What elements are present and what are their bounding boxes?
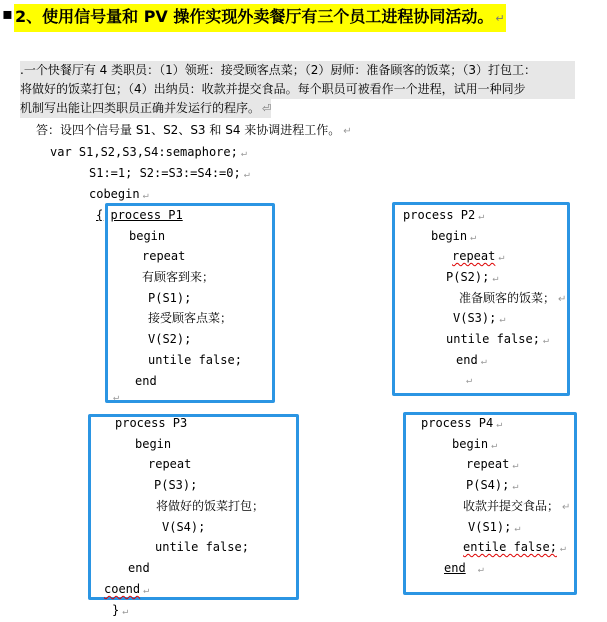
p2-begin	[431, 226, 476, 248]
paragraph-mark: ↵	[240, 148, 247, 159]
p4-repeat	[466, 454, 518, 476]
paragraph-mark: ↵	[492, 273, 499, 284]
p4-line-2	[463, 496, 570, 518]
paragraph-mark: ↵	[480, 356, 487, 367]
p1-header	[96, 205, 183, 225]
p2-until-text: untile false;	[446, 332, 540, 346]
paragraph-mark: ↵	[498, 252, 505, 263]
paragraph-mark: ↵	[559, 543, 566, 554]
p4-line-1	[466, 475, 518, 497]
p4-end	[444, 558, 484, 580]
closing-brace-text: }	[112, 603, 120, 617]
heading-bullet: ▪	[2, 4, 13, 23]
p2-end-text: end	[456, 353, 478, 367]
cobegin-text: cobegin	[89, 187, 140, 201]
p4-begin	[452, 434, 497, 456]
p4-header-text: process P4	[421, 416, 494, 430]
paragraph-mark: ↵	[113, 392, 120, 403]
p1-begin: begin	[129, 229, 166, 243]
p4-until-text: entile false;	[463, 540, 557, 554]
paragraph-mark: ↵	[466, 375, 473, 386]
p3-repeat: repeat	[148, 457, 192, 471]
p1-line-2: P(S1);	[148, 291, 192, 305]
paragraph-mark: ↵	[495, 12, 505, 25]
coend-keyword	[104, 579, 149, 601]
paragraph-mark: ↵	[477, 564, 484, 575]
heading-title-text: 2、使用信号量和 PV 操作实现外卖餐厅有三个员工进程协同活动。	[15, 7, 494, 26]
p1-repeat: repeat	[142, 249, 186, 263]
paragraph-mark: ↵	[143, 585, 150, 596]
p4-line-1-text: P(S4);	[466, 478, 510, 492]
closing-brace	[112, 600, 128, 622]
p3-line-3: V(S4);	[162, 520, 206, 534]
paragraph-mark: ↵	[499, 314, 506, 325]
paragraph-mark: ↵	[478, 211, 485, 222]
p2-repeat-text: repeat	[452, 249, 496, 263]
p3-header: process P3	[115, 416, 188, 430]
p4-line-2-text: 收款并提交食品；	[463, 499, 560, 513]
p1-line-3: 接受顾客点菜；	[148, 311, 233, 325]
p2-end	[456, 350, 487, 372]
p4-until	[463, 537, 566, 559]
paragraph-mark: ↵	[558, 294, 567, 305]
question-line-3	[20, 99, 271, 118]
coend-text: coend	[104, 582, 141, 596]
p3-begin: begin	[135, 437, 172, 451]
paragraph-mark: ↵	[343, 126, 352, 137]
p1-line-1: 有顾客到来；	[142, 270, 215, 284]
p1-brace: {	[96, 208, 104, 222]
p1-header-text: process P1	[110, 208, 183, 222]
question-line-1: .一个快餐厅有 4 类职员：（1）领班：接受顾客点菜；（2）厨师：准备顾客的饭菜；（3）打包工：	[20, 61, 575, 80]
p3-line-1: P(S3);	[154, 478, 198, 492]
paragraph-mark: ↵	[514, 523, 521, 534]
p4-begin-text: begin	[452, 437, 489, 451]
heading-title	[14, 4, 506, 32]
p4-repeat-text: repeat	[466, 457, 510, 471]
paragraph-mark: ↵	[562, 502, 571, 513]
paragraph-mark: ↵	[496, 419, 503, 430]
p4-header	[421, 413, 502, 435]
p2-line-3	[453, 308, 505, 330]
p3-until: untile false;	[155, 540, 249, 554]
paragraph-mark: ↵	[122, 606, 129, 617]
question-line-3-text: 机制写出能让四类职员正确并发运行的程序。	[20, 101, 261, 115]
p1-line-4: V(S2);	[148, 332, 192, 346]
p2-header	[403, 205, 484, 227]
semaphore-init-text: S1:=1; S2:=S3:=S4:=0;	[89, 166, 241, 180]
p1-until: untile false;	[148, 353, 242, 367]
p2-line-3-text: V(S3);	[453, 311, 497, 325]
p2-header-text: process P2	[403, 208, 476, 222]
answer-intro	[36, 121, 352, 141]
paragraph-mark: ↵	[512, 481, 519, 492]
paragraph-mark: ↵	[142, 190, 149, 201]
p4-end-text: end	[444, 561, 466, 575]
p1-end: end	[135, 374, 157, 388]
p2-line-1	[446, 267, 498, 289]
answer-intro-text: 答：设四个信号量 S1、S2、S3 和 S4 来协调进程工作。	[36, 123, 341, 137]
paragraph-mark: ⏎	[262, 102, 272, 115]
p2-line-2	[459, 288, 566, 310]
p2-line-1-text: P(S2);	[446, 270, 490, 284]
paragraph-mark: ↵	[470, 232, 477, 243]
var-declaration	[50, 142, 247, 164]
p4-line-3-text: V(S1);	[468, 520, 512, 534]
p2-repeat	[452, 246, 504, 268]
p2-until	[446, 329, 549, 351]
p3-end: end	[128, 561, 150, 575]
paragraph-mark: ↵	[512, 460, 519, 471]
p4-line-3	[468, 517, 520, 539]
paragraph-mark: ↵	[542, 335, 549, 346]
semaphore-init	[89, 163, 250, 185]
p2-begin-text: begin	[431, 229, 468, 243]
paragraph-mark: ↵	[491, 440, 498, 451]
p3-line-2: 将做好的饭菜打包；	[156, 499, 265, 513]
p2-line-2-text: 准备顾客的饭菜；	[459, 291, 556, 305]
question-line-2: 将做好的饭菜打包；（4）出纳员：收款并提交食品。每个职员可被看作一个进程，试用一种同步	[20, 80, 575, 99]
paragraph-mark: ↵	[243, 169, 250, 180]
var-declaration-text: var S1,S2,S3,S4:semaphore;	[50, 145, 238, 159]
